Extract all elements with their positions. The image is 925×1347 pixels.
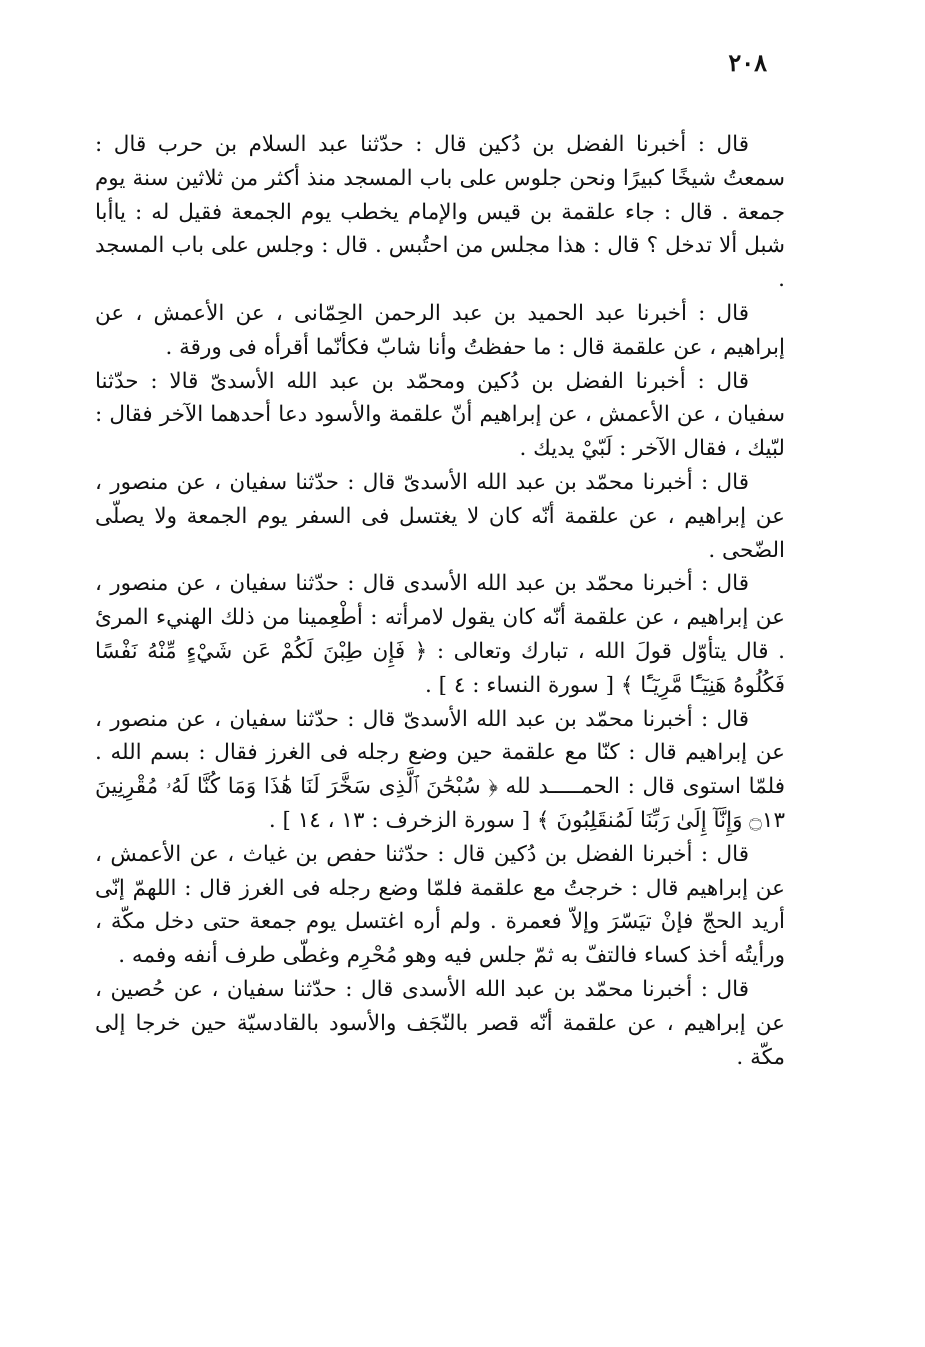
paragraph-1: قال : أخبرنا الفضل بن دُكين قال : حدّثنا عبد السلام بن حرب قال : سمعتُ شيخًا كبيرًا ونحن جلوس على باب المسجد منذ أكثر من ثلاثين سنة يوم جمعة . قال : جاء علقمة بن قيس والإمام يخطب يوم الجمعة فقيل له : ياأبا شبل ألا تدخل ؟ قال : هذا مجلس من احتُبس . قال : وجلس على باب المسجد . <box>95 132 785 293</box>
paragraph-4: قال : أخبرنا محمّد بن عبد الله الأسدىّ قال : حدّثنا سفيان ، عن منصور ، عن إبراهيم ، عن علقمة أنّه كان لا يغتسل فى السفر يوم الجمعة ولا يصلّى الضّحى . <box>95 469 785 563</box>
page-number: ٢٠٨ <box>728 48 767 77</box>
paragraph-2: قال : أخبرنا عبد الحميد بن عبد الرحمن الحِمّانى ، عن الأعمش ، عن إبراهيم ، عن علقمة قال : ما حفظتُ وأنا شابّ فكأنّما أقرأه فى ورقة . <box>95 300 785 360</box>
page-body <box>95 128 785 1074</box>
paragraph-7: قال : أخبرنا الفضل بن دُكين قال : حدّثنا حفص بن غياث ، عن الأعمش ، عن إبراهيم قال : خرجتُ مع علقمة فلمّا وضع رجله فى الغرز قال : اللهمّ إنّى أريد الحجّ فإنْ تيَسّرَ وإلاّ فعمرة . ولم أره اغتسل يوم جمعة حتى دخل مكّة ، ورأيتُه أخذ كساء فالتفّ به ثمّ جلس فيه وهو مُحْرِم وغطّى طرف أنفه وفمه . <box>95 841 785 969</box>
book-page <box>95 40 785 1320</box>
paragraph-3: قال : أخبرنا الفضل بن دُكين ومحمّد بن عبد الله الأسدىّ قالا : حدّثنا سفيان ، عن الأعمش ، عن إبراهيم أنّ علقمة والأسود دعا أحدهما الآخر فقال : لبّيك ، فقال الآخر : لَبّيْ يديك . <box>95 368 785 462</box>
paragraph-6: قال : أخبرنا محمّد بن عبد الله الأسدىّ قال : حدّثنا سفيان ، عن منصور ، عن إبراهيم قال : كنّا مع علقمة حين وضع رجله فى الغرز فقال : بسم الله . فلمّا استوى قال : الحمـــــد لله ﴿ سُبْحَٰنَ ٱلَّذِى سَخَّرَ لَنَا هَٰذَا وَمَا كُنَّا لَهُۥ مُقْرِنِينَ ۝١٣ وَإِنَّآ إِلَىٰ رَبِّنَا لَمُنقَلِبُونَ ﴾ [ سورة الزخرف : ١٣ ، ١٤ ] . <box>95 706 785 833</box>
paragraph-8: قال : أخبرنا محمّد بن عبد الله الأسدى قال : حدّثنا سفيان ، عن حُصين ، عن إبراهيم ، عن علقمة أنّه قصر بالنّجَف والأسود بالقادسيّة حين خرجا إلى مكّة . <box>95 976 785 1070</box>
paragraph-5: قال : أخبرنا محمّد بن عبد الله الأسدى قال : حدّثنا سفيان ، عن منصور ، عن إبراهيم ، عن علقمة أنّه كان يقول لامرأته : أطْعِمينا من ذلك الهنيء المرئ . قال يتأوّل قولَ الله ، تبارك وتعالى : ﴿ فَإِن طِبْنَ لَكُمْ عَن شَيْءٍ مِّنْهُ نَفْسًا فَكُلُوهُ هَنِيٓـًٔا مَّرِيٓـًٔا ﴾ [ سورة النساء : ٤ ] . <box>95 571 785 698</box>
